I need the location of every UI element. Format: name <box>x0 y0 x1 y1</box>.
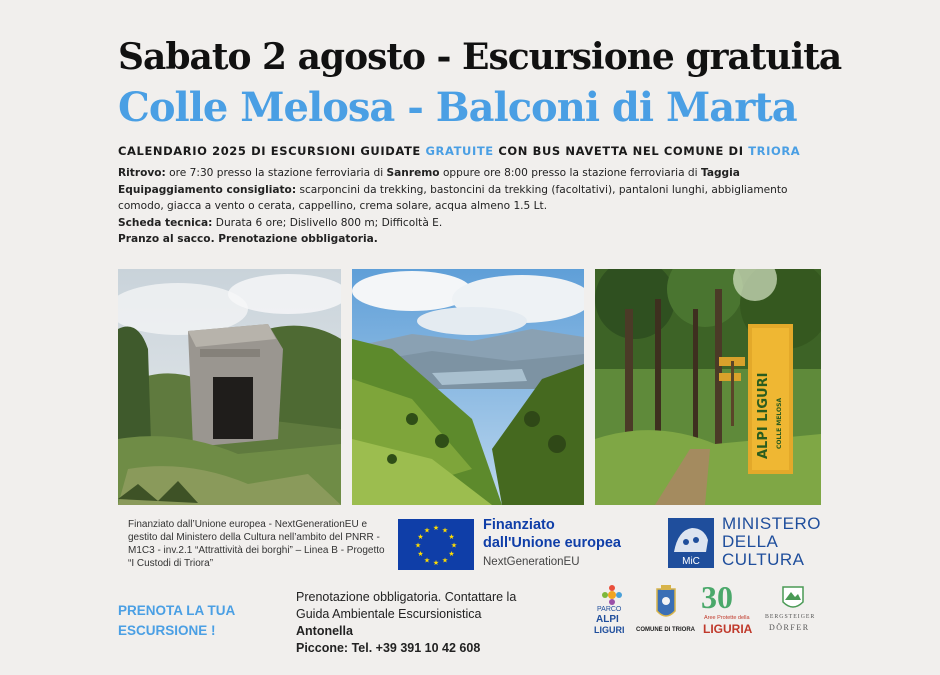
berg-label-2: DÖRFER <box>769 623 810 632</box>
mic-short-label: MiC <box>682 556 700 567</box>
comune-triora-logo <box>636 585 696 637</box>
parco-flower-icon <box>594 584 630 606</box>
mic-line-1: MINISTERO <box>722 514 821 533</box>
eu-stars-icon <box>398 519 474 570</box>
calendar-text-2: CON BUS NAVETTA NEL COMUNE DI <box>493 144 749 158</box>
triora-label: COMUNE DI TRIORA <box>636 627 695 633</box>
berg-label-1: BERGSTEIGER <box>765 614 816 620</box>
technical-text: Durata 6 ore; Dislivello 800 m; Difficoltà E. <box>212 216 443 229</box>
parco-label-1: PARCO <box>597 606 622 613</box>
aree-30-label: 30 <box>701 579 733 615</box>
eu-flag-icon <box>398 519 474 570</box>
eu-line-1: Finanziato <box>483 517 555 533</box>
svg-text:★: ★ <box>417 533 424 541</box>
contact-guide-name: Antonella <box>296 624 353 638</box>
triora-crest-icon <box>636 585 696 625</box>
equipment-label: Equipaggiamento consigliato: <box>118 183 297 196</box>
valley-illustration <box>352 269 584 505</box>
forest-illustration <box>595 269 821 505</box>
ritrovo-text-1: ore 7:30 presso la stazione ferroviaria di <box>165 167 387 179</box>
ritrovo-sanremo: Sanremo <box>386 167 440 179</box>
funding-statement: Finanziato dall’Unione europea - NextGenerationEU e gestito dal Ministero della Cultura nell’ambito del PNRR - M1C3 - inv.2.1 “Attrattività dei borghi” – Linea B - Progetto “I Custodi di Triora” <box>128 519 385 569</box>
svg-text:★: ★ <box>432 559 440 567</box>
equipment-line <box>118 182 823 215</box>
svg-text:★: ★ <box>450 541 458 550</box>
eu-line-3: NextGenerationEU <box>483 556 580 568</box>
equipment-text: scarponcini da trekking, bastoncini da trekking (facoltativi), pantaloni lunghi, abbigliamento comodo, giacca a vento o cerata, cappellino, crema solare, acqua almeno 1.5 Lt. <box>118 183 788 213</box>
svg-text:★: ★ <box>432 524 440 532</box>
calendar-banner <box>118 144 800 158</box>
svg-text:★: ★ <box>423 556 431 565</box>
ritrovo-taggia: Taggia <box>700 167 740 179</box>
aree-protette-logo <box>701 579 759 638</box>
lunch-text: Pranzo al sacco. Prenotazione obbligatoria. <box>118 233 378 246</box>
bunker-illustration <box>118 269 341 505</box>
book-line-2: ESCURSIONE ! <box>118 623 216 638</box>
photo-forest-sign <box>595 269 821 505</box>
svg-text:★: ★ <box>423 526 431 535</box>
svg-text:★: ★ <box>414 541 422 550</box>
mic-logo-text <box>722 515 821 569</box>
book-line-1: PRENOTA LA TUA <box>118 603 236 618</box>
mic-line-3: CULTURA <box>722 550 805 569</box>
eu-logo-text <box>483 516 621 570</box>
technical-label: Scheda tecnica: <box>118 216 213 229</box>
event-subtitle: Colle Melosa - Balconi di Marta <box>118 84 797 131</box>
sign-text-colle-melosa: COLLE MELOSA <box>776 397 783 449</box>
calendar-gratuite: GRATUITE <box>425 144 494 158</box>
mic-line-2: DELLA <box>722 532 779 551</box>
photo-bunker <box>118 269 341 505</box>
eu-line-2: dall'Unione europea <box>483 535 621 551</box>
contact-phone: Piccone: Tel. +39 391 10 42 608 <box>296 641 481 655</box>
event-title: Sabato 2 agosto - Escursione gratuita <box>118 36 842 78</box>
mic-emblem-icon <box>668 518 714 568</box>
contact-text: Prenotazione obbligatoria. Contattare la Guida Ambientale Escursionistica <box>296 590 517 621</box>
booking-contact <box>296 589 526 657</box>
svg-text:★: ★ <box>448 533 455 541</box>
parco-label-2: ALPI <box>596 614 619 625</box>
parco-alpi-liguri-logo <box>594 584 630 634</box>
photo-valley <box>352 269 584 505</box>
svg-text:★: ★ <box>441 526 449 535</box>
sign-text-alpi-liguri: ALPI LIGURI <box>756 372 771 459</box>
bergsteiger-shield-icon <box>764 586 822 612</box>
aree-liguria-label: LIGURIA <box>703 622 753 636</box>
event-details <box>118 165 823 248</box>
book-call-to-action <box>118 601 235 641</box>
bergsteigerdorfer-logo <box>764 586 822 636</box>
ritrovo-label: Ritrovo: <box>118 167 166 179</box>
aree-sub-label: Aree Protette della <box>704 615 750 621</box>
ritrovo-text-2: oppure ore 8:00 presso la stazione ferroviaria di <box>439 167 701 179</box>
svg-text:★: ★ <box>441 556 449 565</box>
ritrovo-line <box>118 165 823 182</box>
parco-label-3: LIGURI <box>594 625 625 635</box>
svg-text:★: ★ <box>417 550 424 558</box>
calendar-text-1: CALENDARIO 2025 DI ESCURSIONI GUIDATE <box>118 144 426 158</box>
technical-line <box>118 215 823 232</box>
calendar-triora: TRIORA <box>748 144 801 158</box>
mic-logo-icon <box>668 518 714 568</box>
lunch-line <box>118 231 823 248</box>
svg-text:★: ★ <box>448 550 455 558</box>
